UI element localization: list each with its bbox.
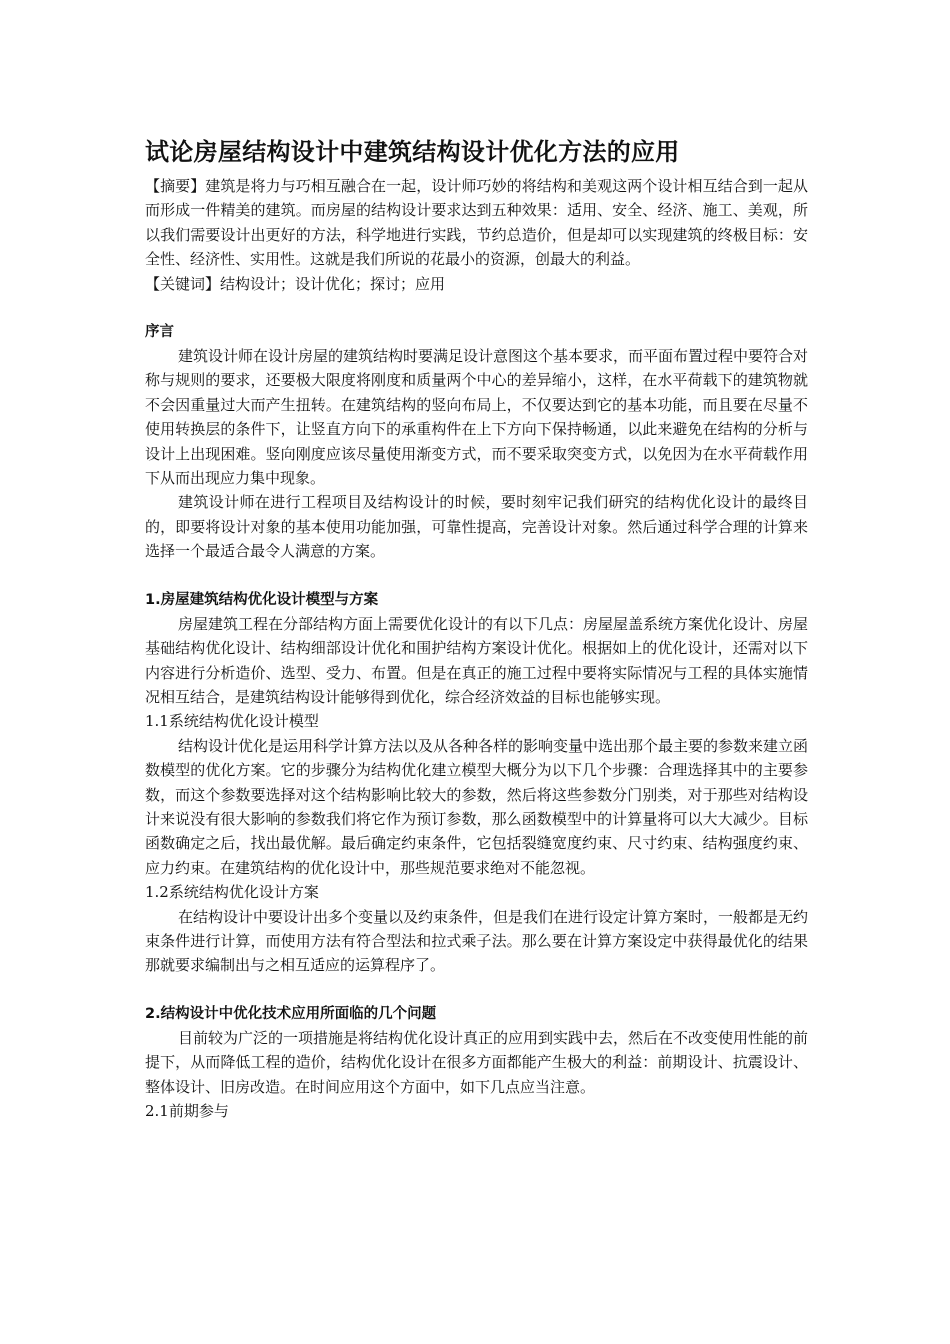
paragraph: 房屋建筑工程在分部结构方面上需要优化设计的有以下几点：房屋屋盖系统方案优化设计、房屋基础结构优化设计、结构细部设计优化和围护结构方案设计优化。根据如上的优化设计，还需对以下内容进行分析造价、选型、受力、布置。但是在真正的施工过程中要将实际情况与工程的具体实施情况相互结合，是建筑结构设计能够得到优化，综合经济效益的目标也能够实现。 xyxy=(145,614,809,706)
section-heading-preface: 序言 xyxy=(145,324,174,341)
paragraph: 建筑设计师在设计房屋的建筑结构时要满足设计意图这个基本要求，而平面布置过程中要符合对称与规则的要求，还要极大限度将刚度和质量两个中心的差异缩小，这样，在水平荷载下的建筑物就不会因重量过大而产生扭转。在建筑结构的竖向布局上，不仅要达到它的基本功能，而且要在尽量不使用转换层的条件下，让竖直方向下的承重构件在上下方向下保持畅通，以此来避免在结构的分析与设计上出现困难。竖向刚度应该尽量使用渐变方式，而不要采取突变方式，以免因为在水平荷载作用下从而出现应力集中现象。 xyxy=(145,347,809,488)
spacer xyxy=(145,978,808,1002)
section-heading-2: 2.结构设计中优化技术应用所面临的几个问题 xyxy=(145,1005,437,1022)
subsection-heading-1-2: 1.2系统结构优化设计方案 xyxy=(145,883,319,902)
section-heading-1: 1.房屋建筑结构优化设计模型与方案 xyxy=(145,591,379,608)
abstract: 【摘要】建筑是将力与巧相互融合在一起，设计师巧妙的将结构和美观这两个设计相互结合到一起从而形成一件精美的建筑。而房屋的结构设计要求达到五种效果：适用、安全、经济、施工、美观，所以我们需要设计出更好的方法，科学地进行实践，节约总造价，但是却可以实现建筑的终极目标：安全性、经济性、实用性。这就是我们所说的花最小的资源，创最大的利益。 xyxy=(145,177,808,269)
subsection-heading-1-1: 1.1系统结构优化设计模型 xyxy=(145,712,319,731)
paragraph: 结构设计优化是运用科学计算方法以及从各种各样的影响变量中选出那个最主要的参数来建立函数模型的优化方案。它的步骤分为结构优化建立模型大概分为以下几个步骤：合理选择其中的主要参数，而这个参数要选择对这个结构影响比较大的参数，然后将这些参数分门别类，对于那些对结构设计来说没有很大影响的参数我们将它作为预订参数，那么函数模型中的计算量将可以大大减少。目标函数确定之后，找出最优解。最后确定约束条件，它包括裂缝宽度约束、尺寸约束、结构强度约束、应力约束。在建筑结构的优化设计中，那些规范要求绝对不能忽视。 xyxy=(145,736,809,877)
subsection-heading-2-1: 2.1前期参与 xyxy=(145,1102,229,1120)
paragraph: 在结构设计中要设计出多个变量以及约束条件，但是我们在进行设定计算方案时，一般都是无约束条件进行计算，而使用方法有符合型法和拉式乘子法。那么要在计算方案设定中获得最优化的结果那就要求编制出与之相互适应的运算程序了。 xyxy=(145,907,809,975)
paragraph: 目前较为广泛的一项措施是将结构优化设计真正的应用到实践中去，然后在不改变使用性能的前提下，从而降低工程的造价，结构优化设计在很多方面都能产生极大的利益：前期设计、抗震设计、整体设计、旧房改造。在时间应用这个方面中，如下几点应当注意。 xyxy=(145,1028,809,1096)
spacer xyxy=(145,296,808,320)
keywords: 【关键词】结构设计；设计优化；探讨；应用 xyxy=(145,274,446,293)
document-page xyxy=(145,132,808,1123)
paragraph: 建筑设计师在进行工程项目及结构设计的时候，要时刻牢记我们研究的结构优化设计的最终目的，即要将设计对象的基本使用功能加强，可靠性提高，完善设计对象。然后通过科学合理的计算来选择一个最适合最令人满意的方案。 xyxy=(145,493,808,561)
spacer xyxy=(145,564,808,588)
document-title: 试论房屋结构设计中建筑结构设计优化方法的应用 xyxy=(145,138,680,166)
